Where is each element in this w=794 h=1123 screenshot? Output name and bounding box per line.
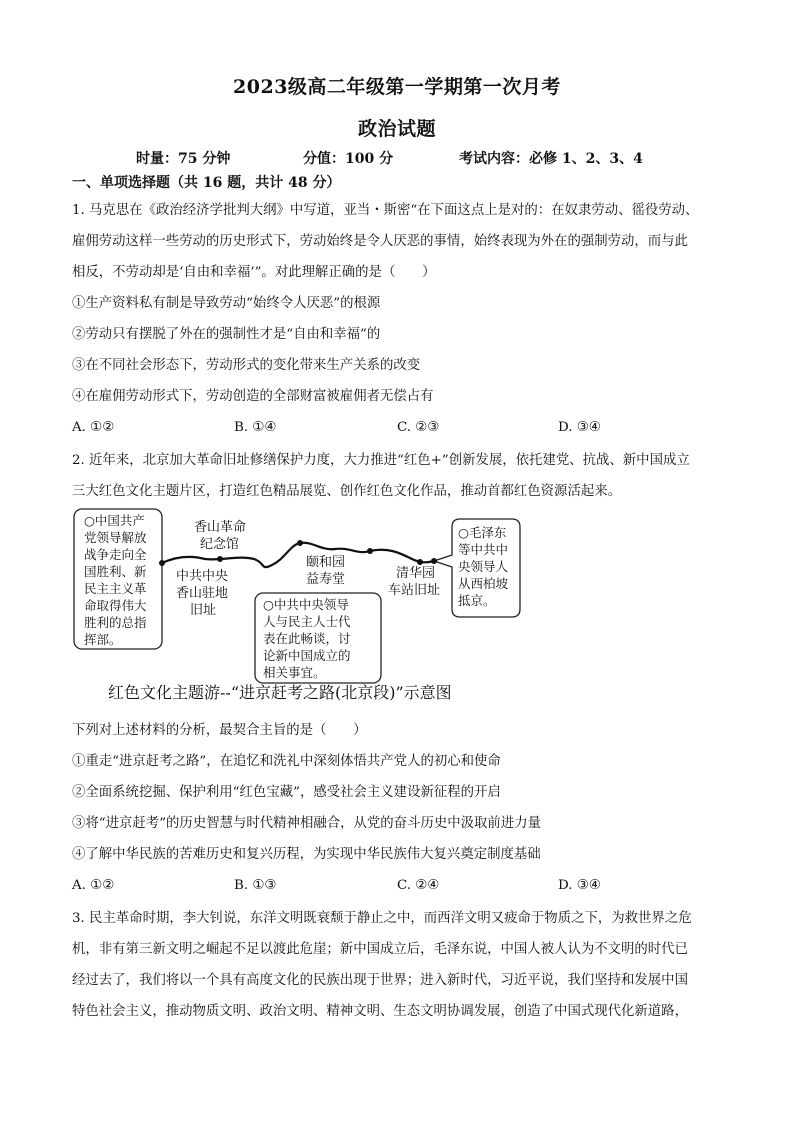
q3-stem-line: 经过去了，我们将以一个具有高度文化的民族出现于世界；进入新时代，习近平说，我们坚持和发展中国 bbox=[72, 973, 688, 988]
q2-item: ④了解中华民族的苦难历史和复兴历程，为实现中华民族伟大复兴奠定制度基础 bbox=[72, 847, 541, 862]
route-diagram bbox=[0, 505, 794, 680]
label-yiheyuan: 颐和园 bbox=[306, 555, 346, 570]
left-box-line: 胜利的总指 bbox=[84, 615, 147, 630]
label-yiheyuan: 益寿堂 bbox=[306, 572, 346, 587]
q1-item: ④在雇佣劳动形式下，劳动创造的全部财富被雇佣者无偿占有 bbox=[72, 389, 434, 404]
route-node bbox=[297, 540, 303, 546]
left-box-line: ○中国共产 bbox=[84, 513, 145, 528]
right-box-line: 央领导人 bbox=[458, 559, 509, 574]
q3-stem-line: 3. 民主革命时期，李大钊说，东洋文明既衰颓于静止之中，而西洋文明又疲命于物质之下，为救世界之危 bbox=[72, 911, 692, 926]
middle-box-line: ○中共中央领导 bbox=[263, 597, 349, 612]
q3-stem-line: 特色社会主义，推动物质文明、政治文明、精神文明、生态文明协调发展，创造了中国式现代化新道路， bbox=[72, 1004, 688, 1019]
route-node bbox=[431, 558, 437, 564]
middle-box-line: 论新中国成立的 bbox=[263, 648, 351, 663]
middle-box-line: 表在此畅谈，讨 bbox=[263, 631, 351, 646]
q1-stem-line: 雇佣劳动这样一些劳动的历史形式下，劳动始终是令人厌恶的事情，始终表现为外在的强制劳动，而与此 bbox=[72, 234, 688, 249]
q2-option-d[interactable]: D. ③④ bbox=[558, 878, 601, 893]
left-box-line: 党领导解放 bbox=[84, 530, 147, 545]
route-node bbox=[367, 548, 373, 554]
q2-stem-line: 三大红色文化主题片区，打造红色精品展览、创作红色文化作品，推动首都红色资源活起来。 bbox=[72, 484, 622, 499]
label-xiangshan-memorial: 香山革命 bbox=[194, 520, 247, 535]
q1-stem-line: 相反，不劳动却是‘自由和幸福’”。对此理解正确的是（ ） bbox=[72, 265, 436, 280]
q1-option-a[interactable]: A. ①② bbox=[72, 420, 115, 435]
exam-scope: 考试内容：必修 1、2、3、4 bbox=[459, 151, 643, 167]
q1-stem-line: 1. 马克思在《政治经济学批判大纲》中写道，亚当・斯密“在下面这点上是对的：在奴隶劳动、徭役劳动、 bbox=[72, 203, 699, 218]
q2-stem-line: 2. 近年来，北京加大革命旧址修缮保护力度，大力推进“红色+”创新发展，依托建党、抗战、新中国成立 bbox=[72, 453, 690, 468]
label-central-site: 香山驻地 bbox=[176, 586, 229, 601]
diagram-caption: 红色文化主题游--“进京赶考之路(北京段)”示意图 bbox=[108, 683, 452, 702]
q2-option-c[interactable]: C. ②④ bbox=[397, 878, 440, 893]
exam-subject: 政治试题 bbox=[357, 118, 436, 140]
q1-item: ①生产资料私有制是导致劳动“始终令人厌恶”的根源 bbox=[72, 296, 381, 311]
q1-item: ②劳动只有摆脱了外在的强制性才是“自由和幸福”的 bbox=[72, 327, 381, 342]
left-box-line: 命取得伟大 bbox=[84, 598, 147, 613]
q2-question-stem: 下列对上述材料的分析，最契合主旨的是（ ） bbox=[72, 723, 367, 738]
label-qinghua: 清华园 bbox=[396, 566, 436, 581]
right-box-line: 抵京。 bbox=[458, 593, 496, 608]
route-node bbox=[417, 559, 423, 565]
right-box-line: ○毛泽东 bbox=[458, 525, 507, 540]
middle-box-line: 人与民主人士代 bbox=[263, 614, 351, 629]
q2-item: ③将“进京赶考”的历史智慧与时代精神相融合，从党的奋斗历史中汲取前进力量 bbox=[72, 816, 541, 831]
exam-score: 分值：100 分 bbox=[303, 151, 394, 167]
q3-stem-line: 机，非有第三新文明之崛起不足以渡此危崖；新中国成立后，毛泽东说，中国人被人认为不文明的时代已 bbox=[72, 942, 688, 957]
left-box-line: 战争走向全 bbox=[84, 547, 147, 562]
route-node bbox=[159, 560, 165, 566]
route-node bbox=[217, 556, 223, 562]
label-central-site: 旧址 bbox=[190, 603, 217, 618]
exam-title: 2023级高二年级第一学期第一次月考 bbox=[233, 76, 561, 98]
q1-item: ③在不同社会形态下，劳动形式的变化带来生产关系的改变 bbox=[72, 358, 421, 373]
exam-time: 时量：75 分钟 bbox=[136, 151, 231, 167]
right-box-line: 等中共中 bbox=[458, 542, 509, 557]
label-central-site: 中共中央 bbox=[176, 569, 229, 584]
q2-item: ②全面系统挖掘、保护利用“红色宝藏”，感受社会主义建设新征程的开启 bbox=[72, 785, 501, 800]
left-box-line: 民主主义革 bbox=[84, 581, 147, 596]
q1-option-b[interactable]: B. ①④ bbox=[234, 420, 277, 435]
q2-item: ①重走“进京赶考之路”，在追忆和洗礼中深刻体悟共产党人的初心和使命 bbox=[72, 754, 501, 769]
label-qinghua: 车站旧址 bbox=[388, 583, 441, 598]
label-xiangshan-memorial: 纪念馆 bbox=[200, 537, 240, 552]
middle-box-line: 相关事宜。 bbox=[263, 665, 326, 680]
section-heading: 一、单项选择题（共 16 题，共计 48 分） bbox=[72, 175, 341, 191]
left-box-line: 挥部。 bbox=[84, 632, 122, 647]
left-box-line: 国胜利、新 bbox=[84, 564, 147, 579]
q2-option-a[interactable]: A. ①② bbox=[72, 878, 115, 893]
q1-option-d[interactable]: D. ③④ bbox=[558, 420, 601, 435]
q2-option-b[interactable]: B. ①③ bbox=[234, 878, 277, 893]
q1-option-c[interactable]: C. ②③ bbox=[397, 420, 440, 435]
right-box-line: 从西柏坡 bbox=[458, 576, 509, 591]
